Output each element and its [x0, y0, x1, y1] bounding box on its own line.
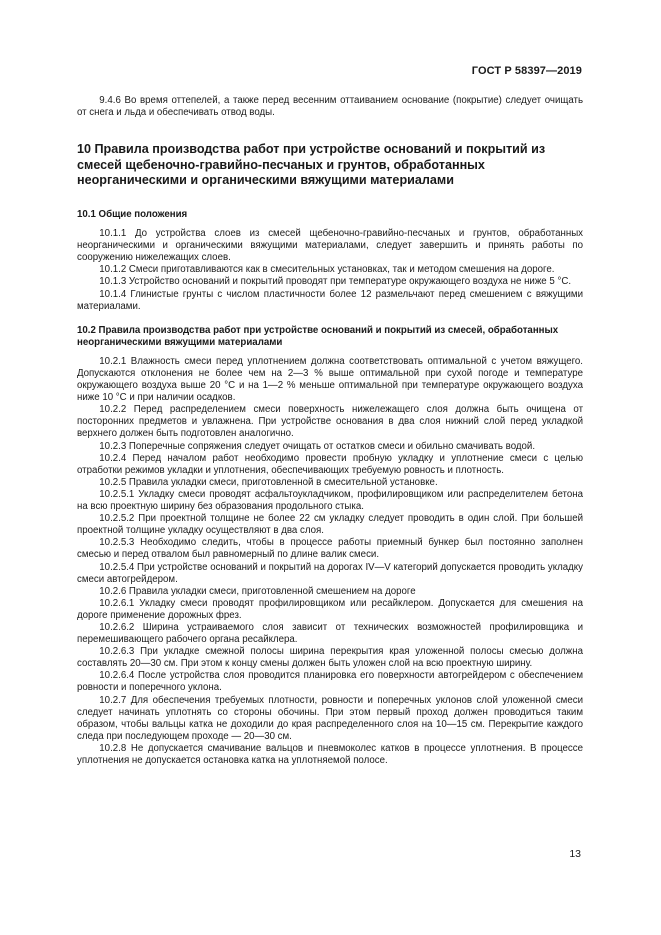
paragraph-9-4-6: 9.4.6 Во время оттепелей, а также перед весенним оттаиванием основание (покрытие) следует очищать от снега и льда и обеспечивать отвод воды. — [77, 95, 583, 119]
paragraph-10-2-6-4: 10.2.6.4 После устройства слоя проводится планировка его поверхности автогрейдером с обеспечением ровности и поперечного уклона. — [77, 670, 583, 694]
paragraph-10-2-5-4: 10.2.5.4 При устройстве оснований и покрытий на дорогах IV—V категорий допускается проводить укладку смеси автогрейдером. — [77, 561, 583, 585]
standard-header: ГОСТ Р 58397—2019 — [471, 65, 582, 77]
paragraph-10-1-2: 10.1.2 Смеси приготавливаются как в смесительных установках, так и методом смешения на дороге. — [99, 264, 555, 276]
paragraph-10-2-5-2: 10.2.5.2 При проектной толщине не более 22 см укладку следует проводить в один слой. При большей проектной толщине укладку осуществляют в два слоя. — [77, 513, 583, 537]
document-body — [77, 95, 583, 767]
subsection-10-1-title: 10.1 Общие положения — [77, 208, 188, 220]
paragraph-10-2-2: 10.2.2 Перед распределением смеси поверхность нижележащего слоя должна быть очищена от посторонних предметов и увлажнена. При устройстве основания в два слоя нижний слой перед укладкой верхнего должен быть подготовлен аналогично. — [77, 404, 583, 440]
paragraph-10-2-6-1: 10.2.6.1 Укладку смеси проводят профилировщиком или ресайклером. Допускается для смешения на дороге применение дорожных фрез. — [77, 597, 583, 621]
page-number: 13 — [569, 848, 581, 860]
paragraph-10-2-5-3: 10.2.5.3 Необходимо следить, чтобы в процессе работы приемный бункер был постоянно заполнен смесью и перед отвалом был равномерный по длине валик смеси. — [77, 537, 583, 561]
section-10-title: 10 Правила производства работ при устройстве оснований и покрытий из смесей щебеночно-гравийно-песчаных и грунтов, обработанных неорганическими и органическими вяжущими материалами — [77, 142, 546, 188]
paragraph-10-2-1: 10.2.1 Влажность смеси перед уплотнением должна соответствовать оптимальной с учетом вяжущего. Допускаются отклонения не более чем на 2—3 % выше оптимальной при сухой погоде и температуре окружающего воздуха выше 20 °С и на 1—2 % меньше оптимальной при температуре окружающего воздуха ниже 10 °С и при наличии осадков. — [77, 355, 583, 404]
subsection-10-2-title: 10.2 Правила производства работ при устройстве оснований и покрытий из смесей, обработанных неорганическими вяжущими материалами — [77, 324, 559, 348]
paragraph-10-2-5: 10.2.5 Правила укладки смеси, приготовленной в смесительной установке. — [99, 476, 438, 488]
paragraph-10-2-3: 10.2.3 Поперечные сопряжения следует очищать от остатков смеси и обильно смачивать водой. — [99, 440, 536, 452]
paragraph-10-2-6-2: 10.2.6.2 Ширина устраиваемого слоя зависит от технических возможностей профилировщика и перемешивающего рабочего органа ресайклера. — [77, 621, 583, 646]
paragraph-10-2-6: 10.2.6 Правила укладки смеси, приготовленной смешением на дороге — [99, 585, 416, 597]
paragraph-10-2-6-3: 10.2.6.3 При укладке смежной полосы ширина перекрытия края уложенной полосы смесью должна составлять 20—30 см. При этом к концу смены должен быть уложен слой на всю проектную ширину. — [77, 646, 583, 670]
paragraph-10-2-8: 10.2.8 Не допускается смачивание вальцов и пневмоколес катков в процессе уплотнения. В процессе уплотнения не допускается остановка катка на уплотняемой полосе. — [77, 742, 583, 766]
paragraph-10-1-3: 10.1.3 Устройство оснований и покрытий проводят при температуре окружающего воздуха не ниже 5 °С. — [99, 276, 572, 288]
paragraph-10-1-4: 10.1.4 Глинистые грунты с числом пластичности более 12 размельчают перед смешением с вяжущими материалами. — [77, 288, 583, 312]
paragraph-10-2-4: 10.2.4 Перед началом работ необходимо провести пробную укладку и уплотнение смеси с целью отработки режимов укладки и уплотнения, обеспечивающих требуемую ровность и плотность. — [77, 452, 583, 476]
paragraph-10-2-5-1: 10.2.5.1 Укладку смеси проводят асфальтоукладчиком, профилировщиком или распределителем бетона на всю проектную ширину без образования продольного стыка. — [77, 488, 583, 513]
paragraph-10-2-7: 10.2.7 Для обеспечения требуемых плотности, ровности и поперечных уклонов слой уложенной смеси следует начинать уплотнять со стороны обочины. При этом первый проход должен проводиться таким образом, чтобы вальцы катка не доходили до края распределенного слоя на 10—15 см. Перекрытие каждого следа при последующем проходе — 20—30 см. — [77, 694, 583, 742]
paragraph-10-1-1: 10.1.1 До устройства слоев из смесей щебеночно-гравийно-песчаных и грунтов, обработанных неорганическими и органическими вяжущими материалами, следует завершить и принять работы по сооружению нижележащих слоев. — [77, 228, 583, 264]
